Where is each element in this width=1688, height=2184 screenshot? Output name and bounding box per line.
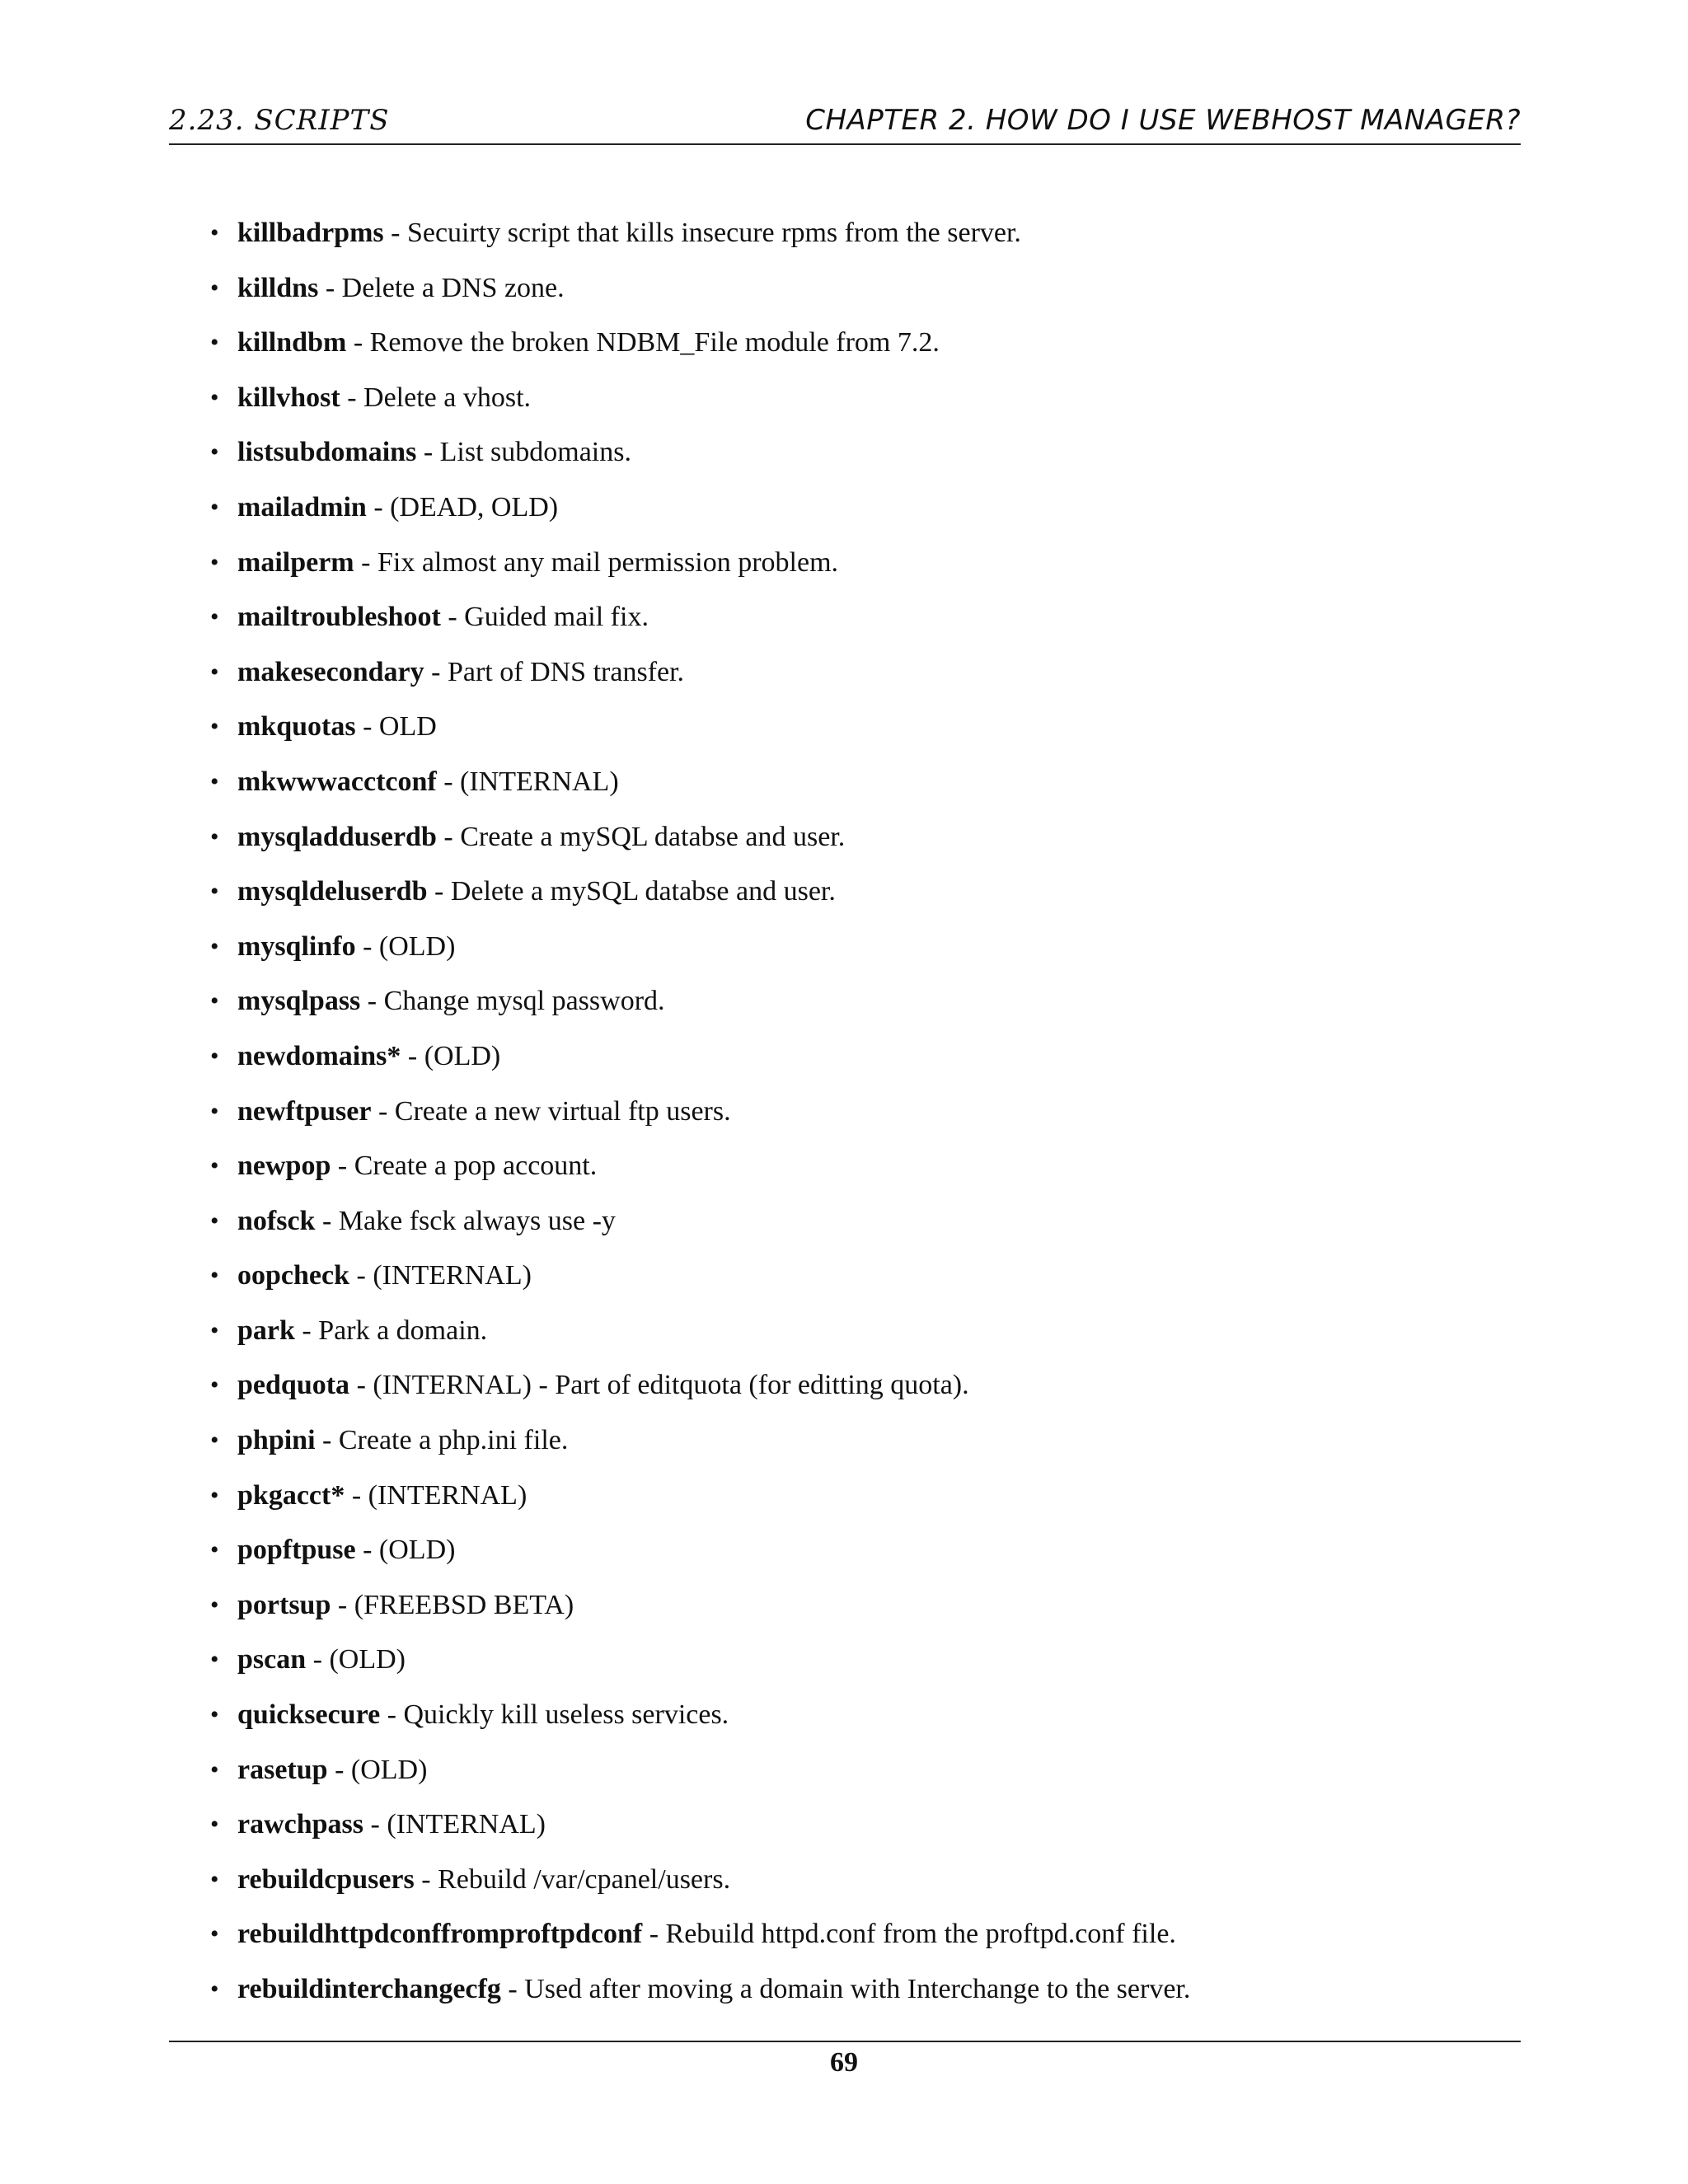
- bullet-icon: •: [210, 274, 219, 302]
- script-description: - (OLD): [401, 1040, 501, 1071]
- bullet-icon: •: [210, 1207, 219, 1235]
- script-description: - Park a domain.: [294, 1315, 488, 1346]
- list-item: [210, 1523, 1190, 1578]
- bullet-icon: •: [210, 493, 219, 521]
- list-item: [210, 1085, 1190, 1140]
- script-description: - (INTERNAL): [349, 1260, 532, 1291]
- script-name: portsup: [237, 1589, 331, 1620]
- script-name: mailperm: [237, 546, 354, 578]
- list-item: [210, 810, 1190, 865]
- script-description: - Remove the broken NDBM_File module from 7.2.: [346, 327, 940, 359]
- script-description: - (INTERNAL): [436, 766, 619, 797]
- list-item: [210, 645, 1190, 701]
- bullet-icon: •: [210, 548, 219, 576]
- bullet-icon: •: [210, 1316, 219, 1344]
- script-description: - Create a pop account.: [331, 1151, 598, 1182]
- script-description: - Rebuild httpd.conf from the proftpd.conf file.: [642, 1919, 1176, 1950]
- script-description: - (INTERNAL): [363, 1809, 546, 1840]
- bullet-icon: •: [210, 1975, 219, 2003]
- bullet-icon: •: [210, 329, 219, 357]
- script-description: - (OLD): [327, 1754, 428, 1785]
- script-name: rasetup: [237, 1754, 328, 1785]
- list-item: [210, 371, 1190, 426]
- list-item: [210, 1853, 1190, 1908]
- list-item: [210, 974, 1190, 1029]
- script-name: park: [237, 1315, 295, 1346]
- script-name: killvhost: [237, 382, 340, 413]
- list-item: [210, 1688, 1190, 1743]
- list-item: [210, 1962, 1190, 2018]
- bullet-icon: •: [210, 1262, 219, 1290]
- script-description: - (INTERNAL) - Part of editquota (for editting quota).: [349, 1370, 969, 1401]
- list-item: [210, 1358, 1190, 1413]
- script-name: killdns: [237, 272, 319, 303]
- list-item: [210, 1907, 1190, 1962]
- script-description: - Secuirty script that kills insecure rpms from the server.: [383, 218, 1021, 248]
- bullet-icon: •: [210, 1536, 219, 1564]
- bullet-icon: •: [210, 1152, 219, 1180]
- list-item: [210, 865, 1190, 920]
- script-name: rebuildhttpdconffromproftpdconf: [237, 1919, 643, 1950]
- bullet-icon: •: [210, 713, 219, 741]
- script-description: - Fix almost any mail permission problem.: [354, 546, 839, 578]
- script-description: - (OLD): [355, 1535, 456, 1566]
- list-item: [210, 206, 1190, 261]
- list-item: [210, 920, 1190, 975]
- bullet-icon: •: [210, 1811, 219, 1839]
- script-name: rebuildcpusers: [237, 1863, 415, 1895]
- bullet-icon: •: [210, 1755, 219, 1783]
- script-description: - Guided mail fix.: [440, 602, 649, 633]
- script-name: listsubdomains: [237, 437, 417, 468]
- script-description: - (OLD): [355, 930, 456, 962]
- script-name: mkquotas: [237, 711, 356, 743]
- bullet-icon: •: [210, 1097, 219, 1125]
- list-item: [210, 1029, 1190, 1085]
- header-chapter-title: CHAPTER 2. HOW DO I USE WEBHOST MANAGER?: [805, 104, 1521, 137]
- script-description: - Make fsck always use -y: [315, 1205, 616, 1236]
- script-name: popftpuse: [237, 1535, 356, 1566]
- list-item: [210, 480, 1190, 536]
- list-item: [210, 700, 1190, 755]
- page-number: 69: [830, 2047, 858, 2078]
- script-description: - Part of DNS transfer.: [424, 656, 685, 687]
- script-description: - (INTERNAL): [345, 1479, 528, 1511]
- bullet-icon: •: [210, 438, 219, 466]
- bullet-icon: •: [210, 1371, 219, 1399]
- script-name: phpini: [237, 1425, 316, 1456]
- running-header: [169, 104, 1521, 145]
- list-item: [210, 316, 1190, 371]
- script-description: - Create a php.ini file.: [315, 1425, 569, 1456]
- list-item: [210, 1413, 1190, 1469]
- script-description: - Quickly kill useless services.: [380, 1699, 729, 1731]
- bullet-icon: •: [210, 932, 219, 960]
- script-name: newpop: [237, 1151, 331, 1182]
- bullet-icon: •: [210, 823, 219, 851]
- bullet-icon: •: [210, 603, 219, 631]
- list-item: [210, 536, 1190, 591]
- header-section-title: 2.23. SCRIPTS: [169, 104, 390, 137]
- script-description: - Delete a vhost.: [340, 382, 532, 413]
- script-description: - Create a new virtual ftp users.: [371, 1095, 731, 1127]
- script-name: mysqlinfo: [237, 930, 356, 962]
- script-name: rebuildinterchangecfg: [237, 1974, 501, 2004]
- script-description: - Delete a mySQL databse and user.: [427, 876, 836, 907]
- script-name: nofsck: [237, 1205, 316, 1236]
- bullet-icon: •: [210, 658, 219, 686]
- script-name: pscan: [237, 1644, 307, 1675]
- script-name: rawchpass: [237, 1809, 364, 1840]
- script-name: newdomains*: [237, 1040, 401, 1071]
- bullet-icon: •: [210, 1865, 219, 1893]
- script-name: mysqlpass: [237, 986, 361, 1017]
- bullet-icon: •: [210, 767, 219, 795]
- script-name: mysqldeluserdb: [237, 876, 428, 907]
- script-description: - (DEAD, OLD): [366, 491, 559, 523]
- bullet-icon: •: [210, 1920, 219, 1948]
- script-name: mkwwwacctconf: [237, 766, 437, 797]
- list-item: [210, 1304, 1190, 1359]
- script-description: - List subdomains.: [416, 437, 631, 468]
- script-name: newftpuser: [237, 1095, 372, 1127]
- script-description: - Change mysql password.: [360, 986, 665, 1017]
- script-name: pkgacct*: [237, 1479, 345, 1511]
- script-description: - Create a mySQL databse and user.: [436, 821, 846, 852]
- list-item: [210, 425, 1190, 480]
- bullet-icon: •: [210, 383, 219, 411]
- script-name: oopcheck: [237, 1260, 349, 1291]
- script-name: makesecondary: [237, 656, 424, 687]
- bullet-icon: •: [210, 1481, 219, 1509]
- script-name: killndbm: [237, 327, 347, 359]
- script-name: mysqladduserdb: [237, 821, 437, 852]
- bullet-icon: •: [210, 1646, 219, 1674]
- script-name: quicksecure: [237, 1699, 381, 1731]
- script-description: - Used after moving a domain with Interchange to the server.: [500, 1974, 1191, 2004]
- list-item: [210, 1139, 1190, 1194]
- script-name: pedquota: [237, 1370, 350, 1401]
- list-item: [210, 1249, 1190, 1304]
- list-item: [210, 1743, 1190, 1798]
- list-item: [210, 1633, 1190, 1688]
- list-item: [210, 755, 1190, 810]
- bullet-icon: •: [210, 1591, 219, 1619]
- bullet-icon: •: [210, 987, 219, 1015]
- footer-divider: [169, 2041, 1521, 2042]
- bullet-icon: •: [210, 1042, 219, 1070]
- bullet-icon: •: [210, 1701, 219, 1729]
- script-description: - Rebuild /var/cpanel/users.: [414, 1863, 731, 1895]
- list-item: [210, 1578, 1190, 1633]
- script-name: killbadrpms: [237, 218, 384, 248]
- script-description: - OLD: [355, 711, 437, 743]
- list-item: [210, 1469, 1190, 1524]
- list-item: [210, 1797, 1190, 1853]
- bullet-icon: •: [210, 1427, 219, 1455]
- list-item: [210, 590, 1190, 645]
- script-list: [210, 206, 1190, 2018]
- script-description: - (FREEBSD BETA): [331, 1589, 574, 1620]
- script-name: mailadmin: [237, 491, 367, 523]
- script-name: mailtroubleshoot: [237, 602, 441, 633]
- script-description: - (OLD): [306, 1644, 406, 1675]
- list-item: [210, 1194, 1190, 1249]
- script-description: - Delete a DNS zone.: [318, 272, 565, 303]
- list-item: [210, 261, 1190, 316]
- bullet-icon: •: [210, 878, 219, 906]
- bullet-icon: •: [210, 219, 219, 246]
